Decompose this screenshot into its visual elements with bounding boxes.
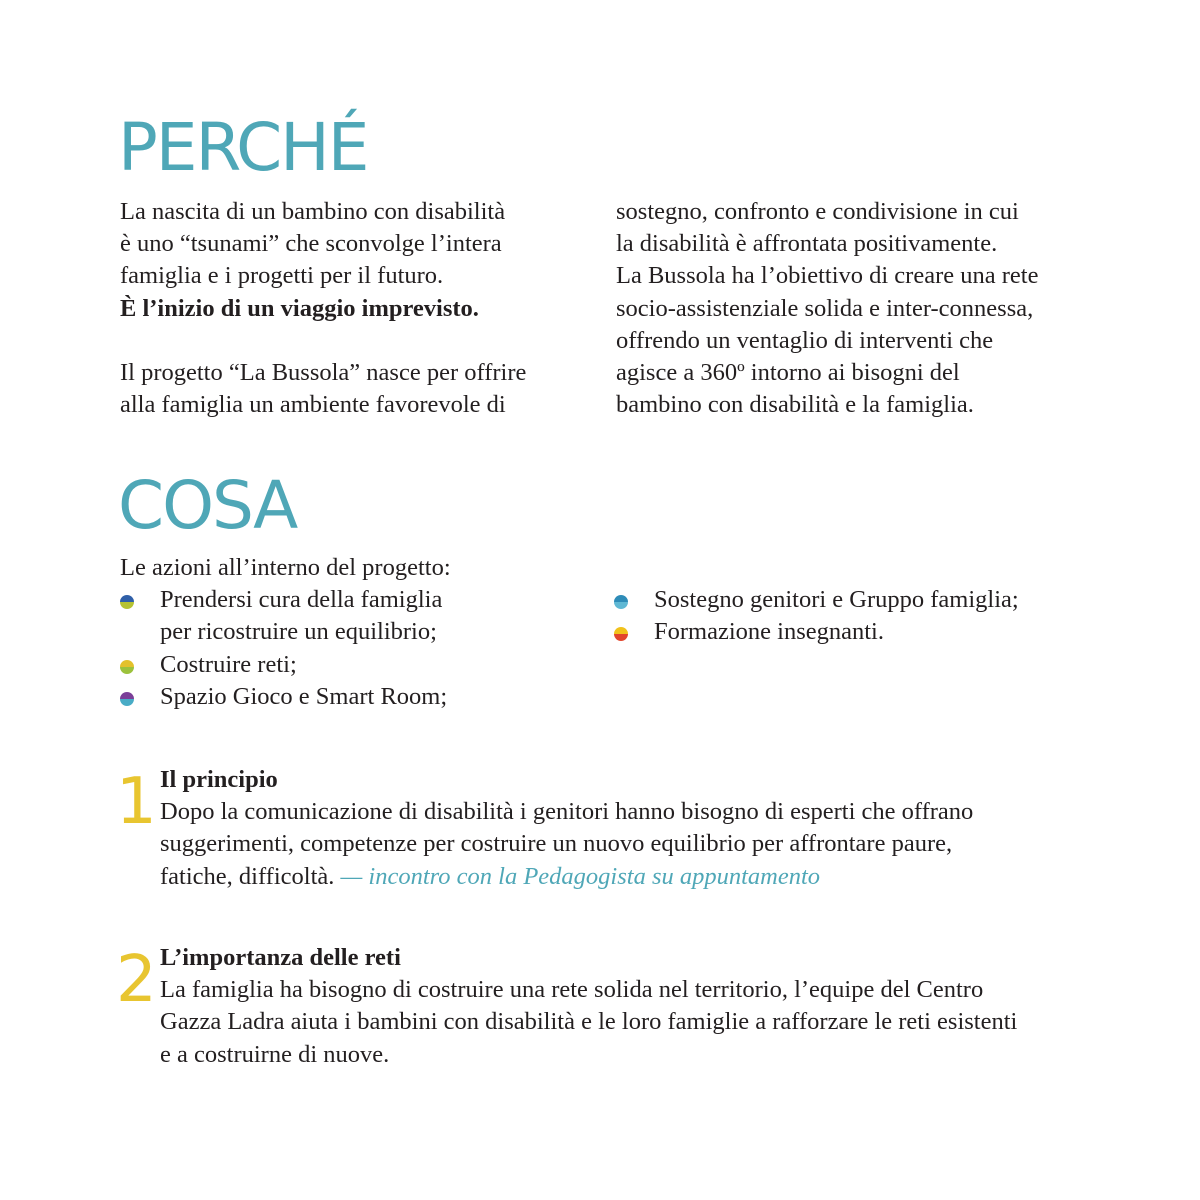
bullet-dot-icon bbox=[614, 595, 628, 609]
list-item bbox=[614, 584, 1094, 616]
text-line: la disabilità è affrontata positivamente. bbox=[616, 230, 998, 258]
bullet-dot-icon bbox=[614, 627, 628, 641]
list-item bbox=[614, 616, 1094, 648]
text-line: sostegno, confronto e condivisione in cui bbox=[616, 198, 1019, 225]
text-line: Gazza Ladra aiuta i bambini con disabilità e le loro famiglie a rafforzare le reti esistenti bbox=[160, 1008, 1018, 1036]
text-fragment: fatiche, difficoltà. bbox=[160, 862, 335, 890]
bullet-dot-icon bbox=[120, 660, 134, 674]
text-line: socio-assistenziale solida e inter-connessa, bbox=[616, 294, 1034, 322]
list-item-label: Costruire reti; bbox=[160, 650, 297, 678]
text-line: famiglia e i progetti per il futuro. bbox=[120, 262, 444, 290]
bullet-dot-icon bbox=[120, 692, 134, 706]
text-line: Il progetto “La Bussola” nasce per offrire bbox=[120, 359, 527, 386]
list-item-label: Sostegno genitori e Gruppo famiglia; bbox=[654, 586, 1019, 613]
text-line: suggerimenti, competenze per costruire un nuovo equilibrio per affrontare paure, bbox=[160, 830, 953, 858]
bullet-dot-icon bbox=[120, 595, 134, 609]
section-number: 2 bbox=[116, 943, 157, 1017]
text-line: La Bussola ha l’obiettivo di creare una rete bbox=[616, 262, 1039, 290]
list-item-label: Prendersi cura della famiglia bbox=[160, 586, 443, 614]
appointment-note: — incontro con la Pedagogista su appuntamento bbox=[340, 862, 821, 890]
list-item-label: Formazione insegnanti. bbox=[654, 618, 884, 646]
text-line: e a costruirne di nuove. bbox=[160, 1040, 390, 1068]
list-item bbox=[120, 649, 590, 681]
cosa-intro: Le azioni all’interno del progetto: bbox=[120, 554, 451, 581]
list-item-label: per ricostruire un equilibrio; bbox=[160, 618, 437, 646]
section-principio bbox=[116, 764, 1110, 893]
section-title: L’importanza delle reti bbox=[160, 944, 401, 971]
cosa-heading: COSA bbox=[118, 467, 297, 544]
section-number: 1 bbox=[116, 765, 157, 839]
perche-column-right bbox=[616, 196, 1096, 421]
text-line: La nascita di un bambino con disabilità bbox=[120, 198, 506, 225]
text-line: La famiglia ha bisogno di costruire una rete solida nel territorio, l’equipe del Centro bbox=[160, 976, 984, 1004]
list-item-label: Spazio Gioco e Smart Room; bbox=[160, 682, 448, 710]
actions-list-left bbox=[120, 584, 590, 713]
text-line: offrendo un ventaglio di interventi che bbox=[616, 326, 994, 354]
text-line: alla famiglia un ambiente favorevole di bbox=[120, 391, 506, 419]
list-item bbox=[120, 681, 590, 713]
perche-heading: PERCHÉ bbox=[118, 109, 368, 186]
text-line: Dopo la comunicazione di disabilità i genitori hanno bisogno di esperti che offrano bbox=[160, 798, 974, 826]
cosa-column-left bbox=[120, 552, 590, 713]
text-line: è uno “tsunami” che sconvolge l’intera bbox=[120, 230, 502, 258]
text-line bbox=[160, 861, 1110, 893]
list-item bbox=[120, 584, 590, 648]
text-line: agisce a 360º intorno ai bisogni del bbox=[616, 359, 960, 387]
actions-list-right bbox=[614, 584, 1094, 648]
section-title: Il principio bbox=[160, 766, 278, 793]
cosa-column-right bbox=[614, 584, 1094, 648]
text-line: bambino con disabilità e la famiglia. bbox=[616, 391, 974, 419]
perche-column-left bbox=[120, 196, 580, 421]
section-reti bbox=[116, 942, 1110, 1071]
bold-statement: È l’inizio di un viaggio imprevisto. bbox=[120, 294, 479, 322]
